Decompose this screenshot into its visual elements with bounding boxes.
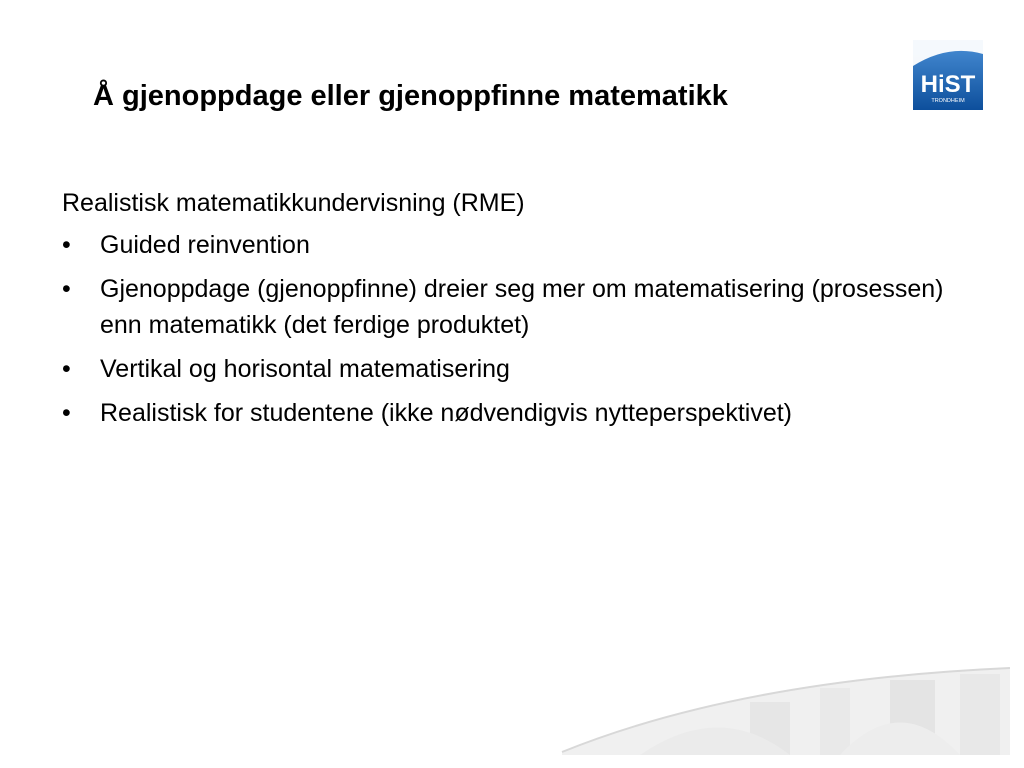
bullet-text: Guided reinvention	[100, 231, 310, 259]
decorative-footer-graphic	[540, 660, 1010, 755]
bullet-marker: •	[62, 275, 71, 303]
list-item	[62, 227, 992, 263]
intro-line: Realistisk matematikkundervisning (RME)	[62, 189, 525, 217]
bullet-text: Gjenoppdage (gjenoppfinne) dreier seg mer om matematisering (prosessen) enn matematikk (det ferdige produktet)	[100, 275, 944, 339]
logo-text: HiST	[920, 71, 976, 98]
bullet-list	[62, 227, 992, 431]
list-item	[62, 395, 992, 431]
bullet-text: Vertikal og horisontal matematisering	[100, 355, 510, 383]
hist-logo	[913, 40, 983, 110]
slide-body	[62, 185, 992, 439]
logo-subtext: TRONDHEIM	[931, 98, 965, 104]
list-item	[62, 351, 992, 387]
bullet-marker: •	[62, 355, 71, 383]
bullet-marker: •	[62, 399, 71, 427]
list-item	[62, 271, 992, 343]
slide-title: Å gjenoppdage eller gjenoppfinne matematikk	[93, 80, 728, 112]
bullet-text: Realistisk for studentene (ikke nødvendigvis nytteperspektivet)	[100, 399, 792, 427]
bullet-marker: •	[62, 231, 71, 259]
